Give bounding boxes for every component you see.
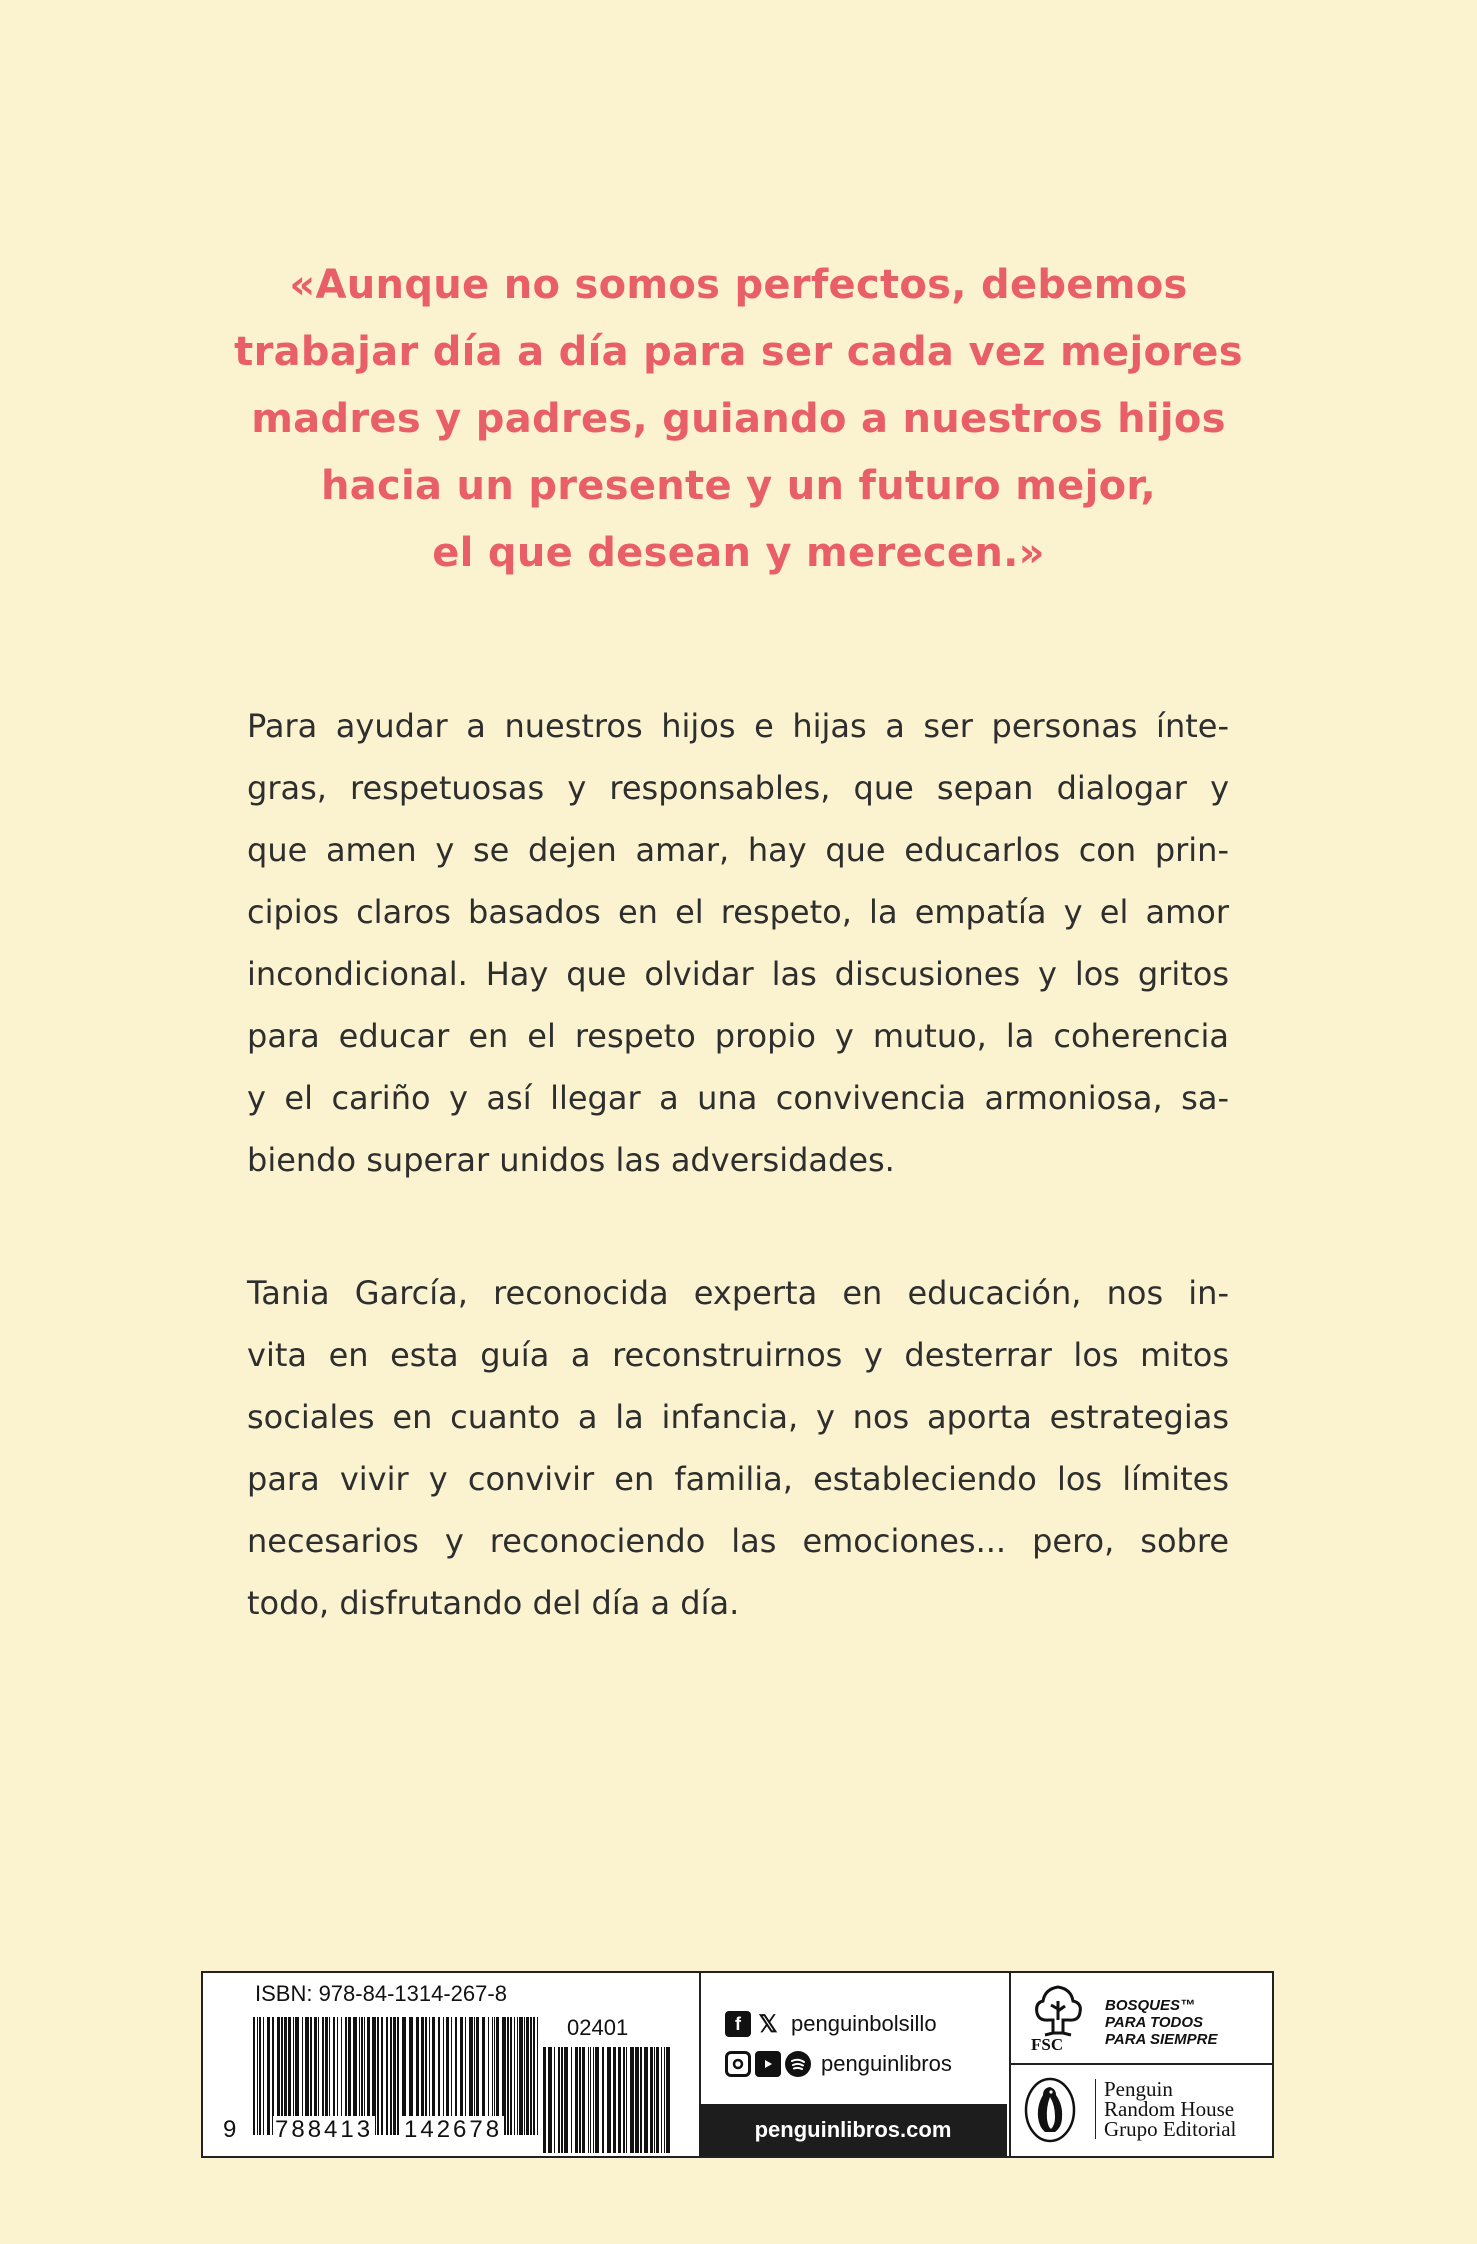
social-row-bolsillo bbox=[725, 2011, 937, 2037]
barcode-bar bbox=[575, 2047, 578, 2153]
barcode-bar bbox=[595, 2047, 599, 2153]
publisher-name bbox=[1095, 2079, 1236, 2139]
social-row-libros bbox=[725, 2051, 952, 2077]
fsc-tree-icon bbox=[1025, 1983, 1091, 2037]
barcode-bar bbox=[507, 2017, 509, 2135]
isbn-text: ISBN: 978-84-1314-267-8 bbox=[255, 1981, 507, 2006]
barcode-bar bbox=[654, 2047, 655, 2153]
fsc-slogan-line: PARA TODOS bbox=[1105, 2014, 1204, 2031]
social-handle: penguinlibros bbox=[821, 2051, 952, 2076]
fsc-badge bbox=[1009, 1973, 1272, 2065]
barcode-bar bbox=[656, 2047, 659, 2153]
barcode-bar bbox=[263, 2017, 264, 2135]
barcode-bar bbox=[253, 2017, 255, 2135]
barcode-bar bbox=[390, 2017, 392, 2135]
barcode-bar bbox=[640, 2047, 642, 2153]
text-line: para vivir y convivir en familia, estableciendo los límites bbox=[247, 1460, 1229, 1498]
barcode-bar bbox=[635, 2047, 639, 2153]
barcode-bar bbox=[377, 2017, 379, 2135]
website-link[interactable]: penguinlibros.com bbox=[699, 2104, 1007, 2156]
quote-line: madres y padres, guiando a nuestros hijos bbox=[251, 396, 1226, 442]
text-line: necesarios y reconociendo las emociones... pero, sobre bbox=[247, 1522, 1229, 1560]
barcode-bar bbox=[514, 2017, 515, 2135]
fsc-slogan-line: PARA SIEMPRE bbox=[1105, 2031, 1218, 2048]
publisher-line: Penguin bbox=[1104, 2077, 1173, 2101]
text-line: todo, disfrutando del día a día. bbox=[247, 1584, 740, 1622]
barcode-bar bbox=[666, 2047, 670, 2153]
barcode-bar bbox=[526, 2017, 529, 2135]
publisher-logo bbox=[1009, 2065, 1272, 2156]
synopsis-paragraph-2 bbox=[247, 1262, 1229, 1634]
barcode-bar bbox=[537, 2017, 538, 2135]
text-line: gras, respetuosas y responsables, que sepan dialogar y bbox=[247, 769, 1229, 807]
barcode-bar bbox=[630, 2047, 634, 2153]
barcode-bar bbox=[530, 2017, 532, 2135]
barcode-bar bbox=[650, 2047, 653, 2153]
barcode-bar bbox=[661, 2047, 662, 2153]
barcode-bar bbox=[558, 2047, 560, 2153]
barcode-bar bbox=[393, 2017, 396, 2135]
social-panel bbox=[699, 1973, 1011, 2156]
text-line: Tania García, reconocida experta en educación, nos in- bbox=[247, 1274, 1229, 1312]
publisher-line: Grupo Editorial bbox=[1104, 2117, 1237, 2141]
barcode-digits-left: 788413 bbox=[275, 2116, 374, 2143]
barcode-bar bbox=[397, 2017, 399, 2135]
barcode-bar bbox=[593, 2047, 594, 2153]
barcode-first-digit: 9 bbox=[223, 2116, 237, 2143]
publisher-panel bbox=[1009, 1973, 1272, 2156]
publisher-line: Random House bbox=[1104, 2097, 1235, 2121]
quote-line: el que desean y merecen.» bbox=[432, 530, 1045, 576]
text-line: biendo superar unidos las adversidades. bbox=[247, 1141, 895, 1179]
barcode-bar bbox=[267, 2017, 270, 2135]
barcode-bar bbox=[554, 2047, 555, 2153]
barcode-bar bbox=[588, 2047, 589, 2153]
instagram-icon bbox=[725, 2051, 751, 2077]
back-cover-footer bbox=[201, 1971, 1274, 2158]
synopsis-paragraph-1 bbox=[247, 695, 1229, 1191]
fsc-label: FSC bbox=[1031, 2035, 1064, 2054]
text-line: incondicional. Hay que olvidar las discusiones y los gritos bbox=[247, 955, 1229, 993]
text-line: sociales en cuanto a la infancia, y nos aporta estrategias bbox=[247, 1398, 1229, 1436]
barcode-bar bbox=[618, 2047, 621, 2153]
barcode-bar bbox=[543, 2047, 546, 2153]
barcode-bar bbox=[259, 2017, 261, 2135]
penguin-logo-icon bbox=[1023, 2077, 1077, 2143]
text-line: para educar en el respeto propio y mutuo, la coherencia bbox=[247, 1017, 1229, 1055]
barcode-bar bbox=[664, 2047, 665, 2153]
barcode-bar bbox=[579, 2047, 581, 2153]
barcode-bar bbox=[564, 2047, 568, 2153]
barcode-bar bbox=[548, 2047, 552, 2153]
barcode-panel bbox=[203, 1973, 701, 2156]
quote-line: hacia un presente y un futuro mejor, bbox=[320, 463, 1157, 509]
barcode-bar bbox=[644, 2047, 648, 2153]
facebook-icon: f bbox=[725, 2011, 751, 2037]
barcode-bar bbox=[561, 2047, 563, 2153]
barcode-bar bbox=[381, 2017, 383, 2135]
social-handle: penguinbolsillo bbox=[791, 2011, 937, 2036]
text-line: que amen y se dejen amar, hay que educarlos con prin- bbox=[247, 831, 1229, 869]
barcode-bar bbox=[510, 2017, 512, 2135]
barcode-bar bbox=[524, 2017, 525, 2135]
barcode-bar bbox=[607, 2047, 611, 2153]
barcode-bar bbox=[590, 2047, 591, 2153]
barcode-bar bbox=[386, 2017, 388, 2135]
x-icon: 𝕏 bbox=[755, 2011, 781, 2037]
barcode-bar bbox=[582, 2047, 585, 2153]
text-line: y el cariño y así llegar a una convivencia armoniosa, sa- bbox=[247, 1079, 1229, 1117]
barcode-bar bbox=[517, 2017, 518, 2135]
text-line: Para ayudar a nuestros hijos e hijas a ser personas ínte- bbox=[247, 707, 1229, 745]
barcode-bar bbox=[257, 2017, 258, 2135]
barcode-bar bbox=[623, 2047, 625, 2153]
fsc-slogan bbox=[1105, 1997, 1218, 2048]
text-line: vita en esta guía a reconstruirnos y desterrar los mitos bbox=[247, 1336, 1229, 1374]
barcode-bar bbox=[626, 2047, 627, 2153]
barcode-bar bbox=[571, 2047, 572, 2153]
fsc-slogan-line: BOSQUES™ bbox=[1105, 1997, 1196, 2014]
barcode-addon bbox=[543, 2047, 671, 2153]
spotify-icon bbox=[785, 2051, 811, 2077]
barcode-bar bbox=[519, 2017, 523, 2135]
youtube-icon bbox=[755, 2051, 781, 2077]
quote-line: «Aunque no somos perfectos, debemos bbox=[289, 262, 1188, 308]
barcode-bar bbox=[602, 2047, 604, 2153]
barcode-digits-right: 142678 bbox=[404, 2116, 503, 2143]
quote-line: trabajar día a día para ser cada vez mejores bbox=[234, 329, 1243, 375]
barcode-addon-code: 02401 bbox=[567, 2015, 629, 2040]
text-line: cipios claros basados en el respeto, la empatía y el amor bbox=[247, 893, 1229, 931]
pull-quote bbox=[160, 252, 1317, 587]
barcode-bar bbox=[613, 2047, 616, 2153]
barcode-bar bbox=[533, 2017, 535, 2135]
